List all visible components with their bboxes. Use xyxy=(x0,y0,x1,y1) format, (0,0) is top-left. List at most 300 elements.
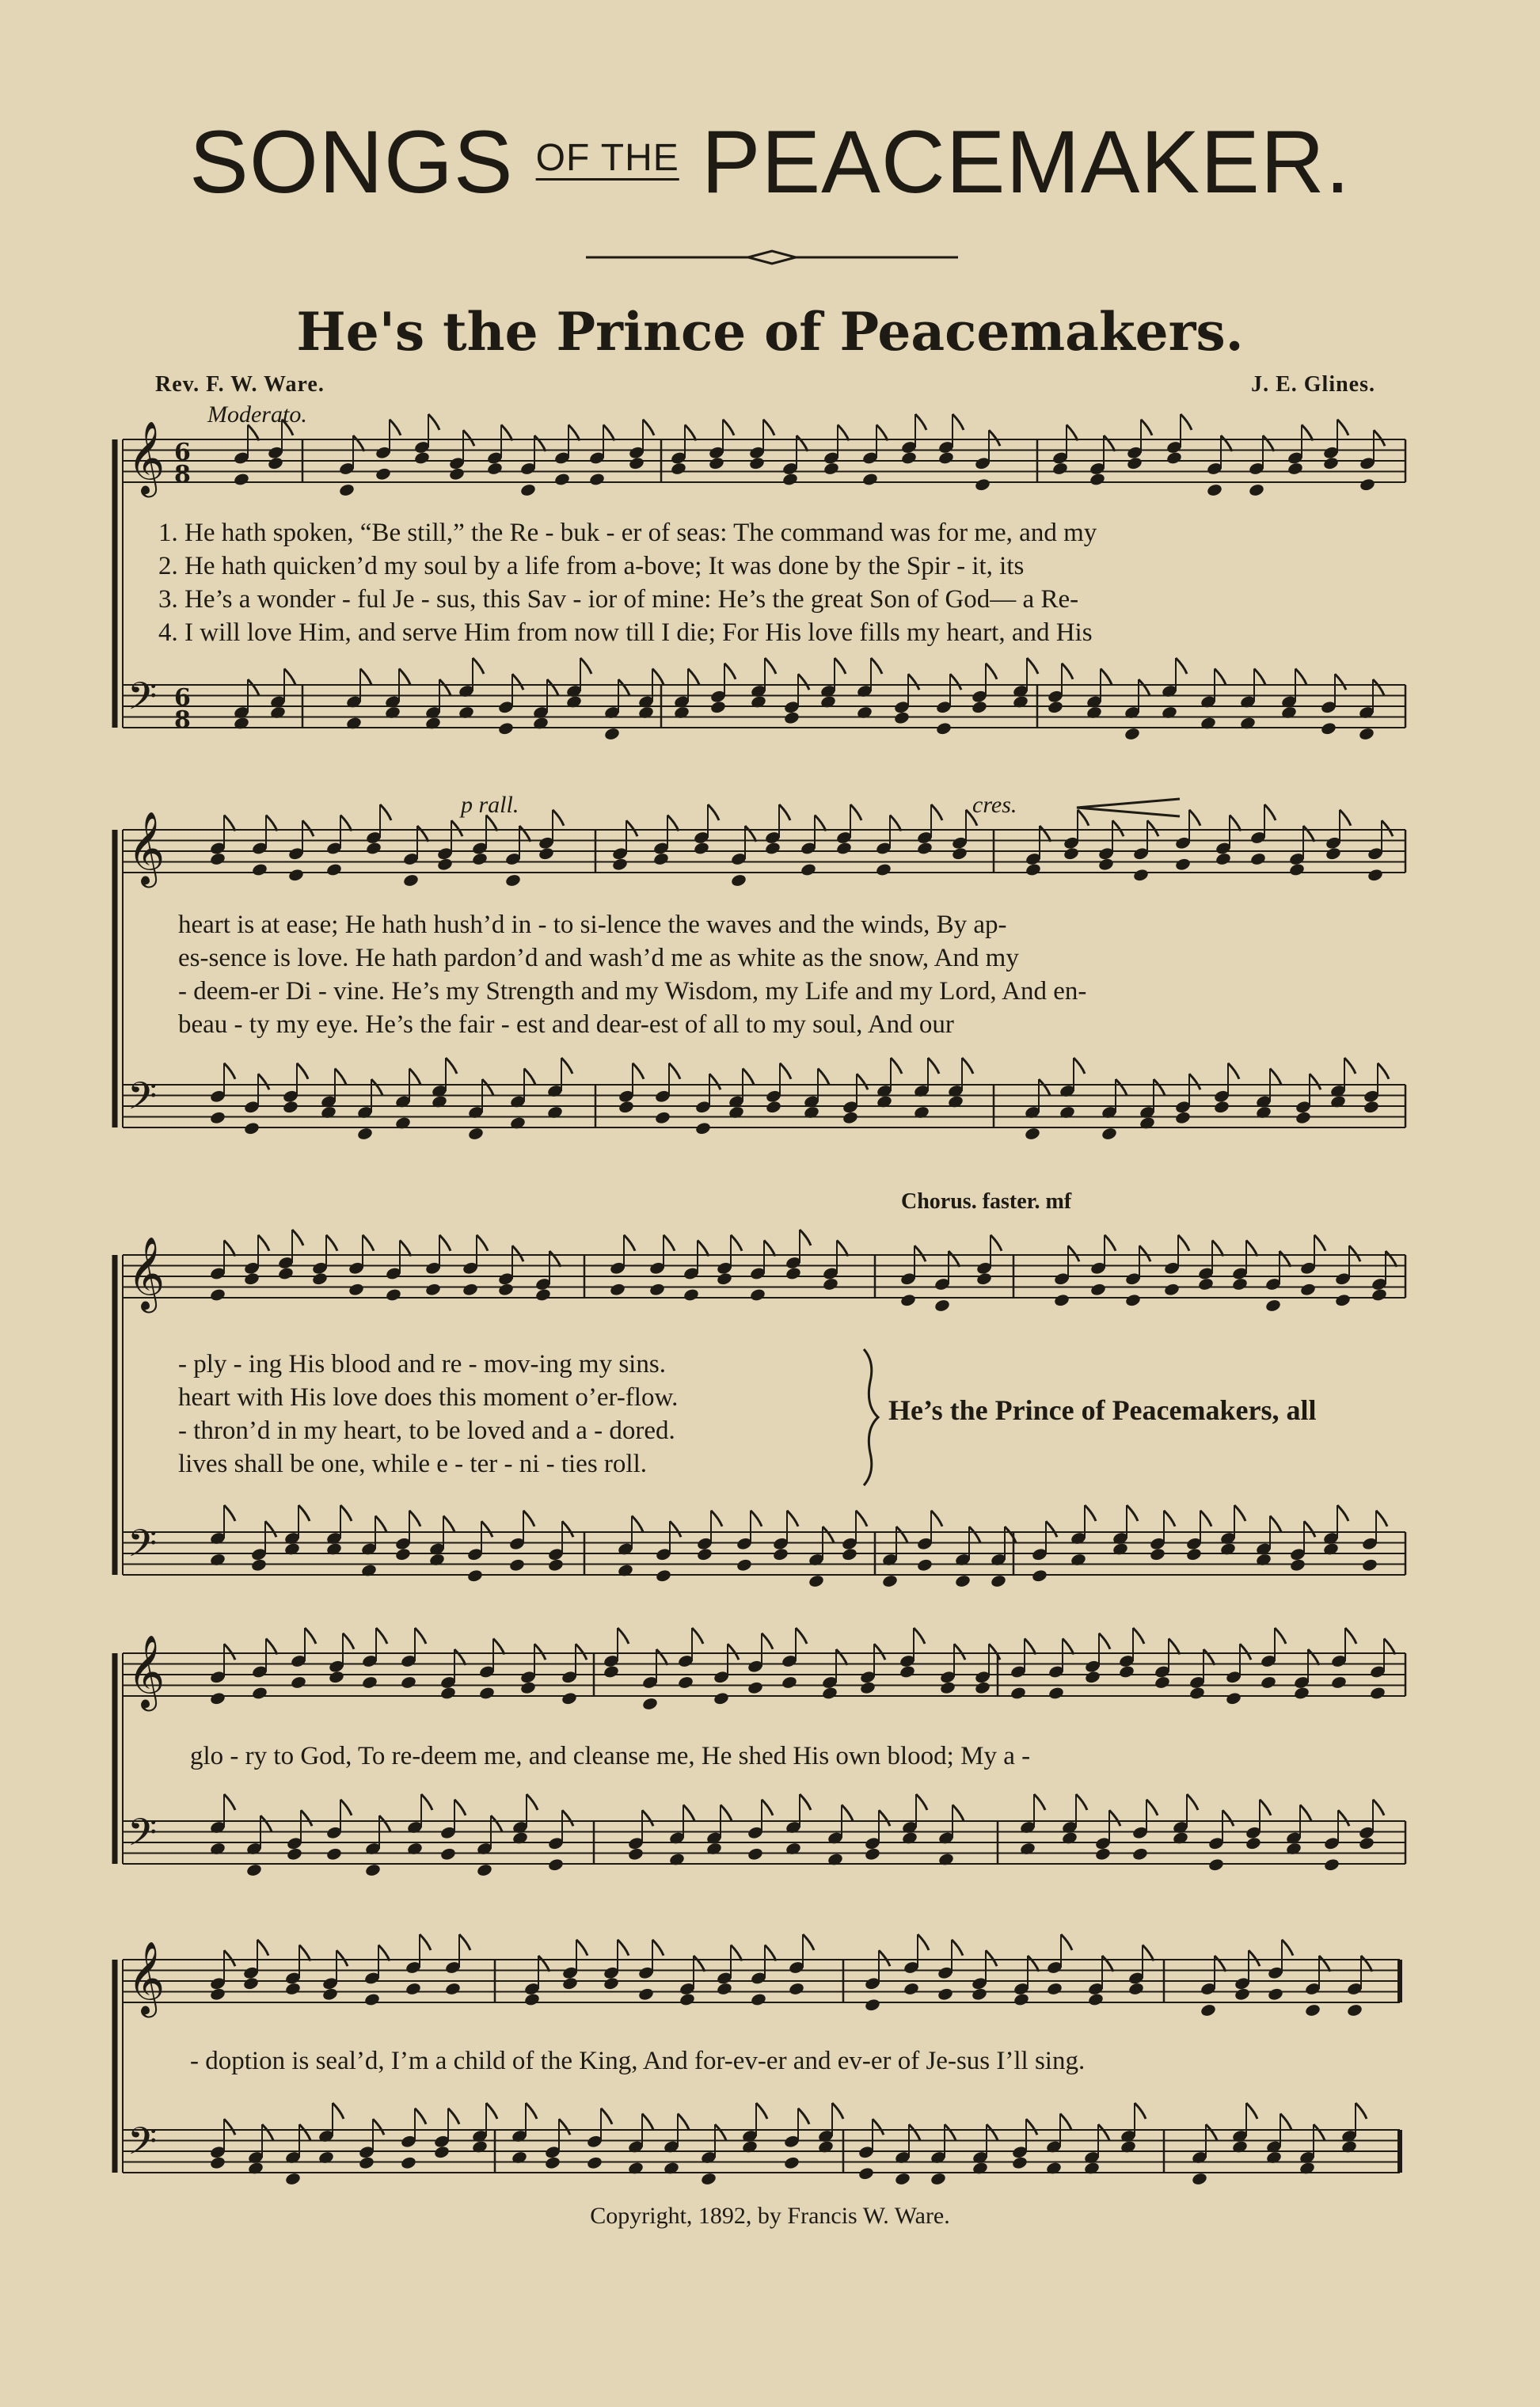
lyric-s2-v4: beau - ty my eye. He’s the fair - est and dear-est of all to my soul, And our xyxy=(178,1010,954,1039)
note-flag xyxy=(780,1063,791,1079)
note-head xyxy=(655,1569,671,1583)
note-head xyxy=(287,868,304,882)
note-flag xyxy=(421,1794,432,1810)
note-flag xyxy=(798,2109,809,2124)
note-flag xyxy=(493,1639,504,1655)
note-flag xyxy=(874,1644,885,1660)
note-flag xyxy=(340,816,352,831)
note-head xyxy=(954,1574,971,1588)
note-flag xyxy=(1303,826,1314,842)
note-head xyxy=(250,1558,267,1572)
note-head xyxy=(609,1283,626,1297)
note-flag xyxy=(1074,1058,1085,1074)
note-flag xyxy=(363,1235,374,1251)
note-flag xyxy=(1282,1940,1293,1956)
note-head xyxy=(1089,1283,1106,1297)
note-flag xyxy=(731,1235,742,1251)
note-head xyxy=(1185,1547,1202,1561)
note-head xyxy=(894,2172,911,2186)
note-flag xyxy=(1034,1794,1045,1810)
note-head xyxy=(628,456,645,470)
note-flag xyxy=(1263,435,1274,451)
note-flag xyxy=(1319,1956,1330,1972)
note-flag xyxy=(1116,1079,1127,1095)
note-head xyxy=(864,1998,880,2012)
note-flag xyxy=(989,430,1000,446)
note-head xyxy=(1299,1283,1316,1297)
note-head xyxy=(930,2172,946,2186)
note-flag xyxy=(989,1644,1000,1660)
note-head xyxy=(243,1272,260,1286)
note-flag xyxy=(796,1628,807,1644)
treble-clef-icon: 𝄞 xyxy=(127,1236,165,1310)
note-flag xyxy=(524,1069,535,1085)
note-flag xyxy=(879,1810,890,1826)
note-flag xyxy=(952,1940,963,1956)
note-flag xyxy=(491,1816,502,1831)
note-head xyxy=(900,451,917,465)
note-flag xyxy=(224,1950,235,1966)
note-flag xyxy=(298,1505,310,1521)
note-head xyxy=(859,1681,876,1695)
note-head xyxy=(1320,721,1337,736)
note-head xyxy=(1025,862,1041,876)
note-flag xyxy=(333,2103,344,2119)
note-head xyxy=(1260,1675,1276,1690)
note-head xyxy=(243,1121,260,1135)
note-flag xyxy=(915,414,926,430)
note-head xyxy=(1206,483,1222,497)
note-flag xyxy=(838,425,849,441)
note-flag xyxy=(1026,2119,1037,2135)
note-head xyxy=(497,1283,514,1297)
note-head xyxy=(1149,1547,1165,1561)
note-head xyxy=(785,1266,801,1280)
note-head xyxy=(267,456,283,470)
note-flag xyxy=(1280,2114,1291,2130)
note-flag xyxy=(326,1235,337,1251)
note-flag xyxy=(1221,435,1232,451)
lyric-s3-v1: - ply - ing His blood and re - mov-ing my sins. xyxy=(178,1350,666,1378)
note-flag xyxy=(1386,1251,1397,1267)
note-head xyxy=(716,1272,732,1286)
note-head xyxy=(1248,483,1264,497)
note-flag xyxy=(1098,2124,1109,2140)
note-head xyxy=(648,1283,665,1297)
note-flag xyxy=(375,1516,386,1532)
lyric-s1-v4: 4. I will love Him, and serve Him from now till I die; For His love fills my heart, and His xyxy=(158,618,1093,647)
note-head xyxy=(654,1111,671,1125)
note-flag xyxy=(626,820,637,836)
note-head xyxy=(693,841,709,855)
note-flag xyxy=(379,1816,390,1831)
time-signature-top: 6 xyxy=(174,684,191,712)
note-flag xyxy=(642,2114,653,2130)
note-head xyxy=(783,2156,800,2170)
note-head xyxy=(1063,846,1079,861)
note-head xyxy=(544,2156,561,2170)
note-flag xyxy=(282,420,293,435)
note-flag xyxy=(762,1800,773,1816)
note-head xyxy=(1165,451,1182,465)
note-flag xyxy=(1384,1639,1395,1655)
lyric-s2-v3: - deem-er Di - vine. He’s my Strength and my Wisdom, my Life and my Lord, And en- xyxy=(178,977,1087,1006)
note-head xyxy=(209,1987,226,2002)
copyright-notice: Copyright, 1892, by Francis W. Ware. xyxy=(590,2203,950,2229)
note-flag xyxy=(415,2109,426,2124)
note-flag xyxy=(891,1058,902,1074)
note-head xyxy=(822,1277,838,1291)
note-flag xyxy=(1102,1956,1113,1972)
note-flag xyxy=(224,1063,235,1079)
note-flag xyxy=(857,1074,868,1089)
note-flag xyxy=(417,826,428,842)
note-flag xyxy=(390,420,401,435)
note-head xyxy=(1031,1569,1048,1583)
note-head xyxy=(519,1681,536,1695)
note-flag xyxy=(1280,1251,1291,1267)
note-head xyxy=(916,1558,933,1572)
note-flag xyxy=(1373,1800,1384,1816)
note-head xyxy=(1089,472,1105,486)
rall-marking: p rall. xyxy=(461,792,519,818)
note-head xyxy=(1084,1670,1101,1684)
note-flag xyxy=(451,820,462,836)
note-head xyxy=(975,1272,992,1286)
note-flag xyxy=(473,658,484,674)
note-head xyxy=(1197,1277,1214,1291)
note-head xyxy=(424,1283,441,1297)
note-head xyxy=(508,1558,525,1572)
note-flag xyxy=(1133,1628,1144,1644)
note-flag xyxy=(302,820,314,836)
note-head xyxy=(765,1100,781,1114)
note-flag xyxy=(818,1069,829,1085)
note-head xyxy=(413,451,430,465)
note-flag xyxy=(224,816,235,831)
note-head xyxy=(209,2156,226,2170)
note-head xyxy=(348,1283,364,1297)
note-flag xyxy=(1304,1521,1315,1537)
note-head xyxy=(328,1670,344,1684)
note-flag xyxy=(1178,1235,1189,1251)
note-head xyxy=(899,1293,916,1307)
note-flag xyxy=(534,435,546,451)
note-flag xyxy=(262,2124,273,2140)
note-flag xyxy=(918,1934,929,1950)
note-flag xyxy=(1349,1245,1360,1261)
note-flag xyxy=(685,425,696,441)
note-head xyxy=(1131,1847,1148,1861)
note-flag xyxy=(1105,1235,1116,1251)
note-flag xyxy=(1340,810,1351,826)
note-flag xyxy=(1039,1079,1050,1095)
note-head xyxy=(1011,2156,1028,2170)
note-flag xyxy=(1300,1805,1311,1821)
note-flag xyxy=(1310,1074,1321,1089)
note-flag xyxy=(526,2103,537,2119)
note-head xyxy=(841,1547,857,1561)
treble-clef-icon: 𝄞 xyxy=(127,1634,165,1708)
note-head xyxy=(325,862,342,876)
note-head xyxy=(749,1287,766,1302)
note-head xyxy=(277,1266,294,1280)
note-flag xyxy=(439,679,451,695)
note-head xyxy=(1213,1100,1230,1114)
note-flag xyxy=(486,2103,497,2119)
note-head xyxy=(641,1697,658,1711)
note-flag xyxy=(576,1940,587,1956)
note-head xyxy=(1154,1675,1170,1690)
note-flag xyxy=(340,1800,352,1816)
note-flag xyxy=(896,1527,907,1542)
note-head xyxy=(618,1100,634,1114)
book-title-right: PEACEMAKER. xyxy=(701,112,1351,211)
note-head xyxy=(603,727,620,741)
note-flag xyxy=(527,1794,538,1810)
note-flag xyxy=(568,425,580,441)
note-flag xyxy=(538,1956,549,1972)
note-flag xyxy=(409,1069,420,1085)
note-flag xyxy=(1314,1235,1325,1251)
note-flag xyxy=(601,2109,612,2124)
treble-clef-icon: 𝄞 xyxy=(127,1941,165,2014)
note-flag xyxy=(787,1511,798,1527)
note-head xyxy=(361,1675,378,1690)
note-flag xyxy=(523,1511,534,1527)
note-flag xyxy=(837,1241,848,1257)
note-flag xyxy=(576,1644,587,1660)
note-flag xyxy=(297,1063,308,1079)
note-flag xyxy=(399,669,410,685)
note-head xyxy=(547,1558,564,1572)
note-head xyxy=(553,472,570,486)
note-head xyxy=(800,862,816,876)
note-head xyxy=(586,2156,603,2170)
note-flag xyxy=(443,1516,454,1532)
note-head xyxy=(1010,1686,1026,1700)
note-head xyxy=(748,456,765,470)
note-head xyxy=(466,1569,483,1583)
note-flag xyxy=(856,1511,867,1527)
note-flag xyxy=(373,2119,384,2135)
note-flag xyxy=(1104,435,1115,451)
note-head xyxy=(1124,727,1140,741)
note-head xyxy=(1346,2003,1363,2017)
note-head xyxy=(448,467,465,481)
note-head xyxy=(358,2156,375,2170)
note-flag xyxy=(248,425,259,441)
note-head xyxy=(1231,1277,1248,1291)
note-head xyxy=(1188,1686,1205,1700)
note-flag xyxy=(1206,2124,1217,2140)
note-flag xyxy=(953,1805,964,1821)
note-flag xyxy=(916,1794,927,1810)
note-head xyxy=(611,857,628,872)
note-flag xyxy=(928,1058,939,1074)
note-head xyxy=(284,2172,301,2186)
note-flag xyxy=(512,1245,523,1261)
note-flag xyxy=(1215,1956,1226,1972)
note-flag xyxy=(335,1069,346,1085)
note-head xyxy=(781,472,798,486)
note-flag xyxy=(1382,820,1393,836)
note-flag xyxy=(353,435,364,451)
note-flag xyxy=(1076,1794,1087,1810)
note-head xyxy=(1287,462,1303,476)
note-head xyxy=(750,1992,766,2006)
note-flag xyxy=(248,679,259,695)
note-flag xyxy=(1378,1063,1389,1079)
note-head xyxy=(1267,1987,1283,2002)
note-flag xyxy=(724,664,736,679)
note-head xyxy=(747,1847,763,1861)
note-head xyxy=(971,1987,987,2002)
note-flag xyxy=(301,1810,312,1826)
lyric-s1-v3: 3. He’s a wonder - ful Je - sus, this Sav - ior of mine: He’s the great Son of God— a Re- xyxy=(158,585,1079,614)
note-flag xyxy=(549,1251,561,1267)
note-flag xyxy=(1164,1511,1175,1527)
note-head xyxy=(1325,846,1341,861)
note-flag xyxy=(756,2103,767,2119)
note-head xyxy=(939,1681,956,1695)
note-flag xyxy=(1040,826,1051,842)
note-head xyxy=(1289,1558,1306,1572)
note-flag xyxy=(1139,1245,1150,1261)
note-flag xyxy=(258,1235,269,1251)
note-head xyxy=(1132,868,1149,882)
note-flag xyxy=(779,804,790,820)
note-flag xyxy=(1234,1505,1245,1521)
note-flag xyxy=(618,1628,629,1644)
note-flag xyxy=(624,1235,635,1251)
note-flag xyxy=(1215,669,1226,685)
note-flag xyxy=(266,816,277,831)
note-flag xyxy=(667,816,679,831)
note-flag xyxy=(797,435,808,451)
note-head xyxy=(1207,1858,1224,1872)
note-head xyxy=(363,1992,380,2006)
note-head xyxy=(1053,1293,1070,1307)
note-head xyxy=(1249,852,1266,866)
note-flag xyxy=(547,679,558,695)
lyric-s3-v4: lives shall be one, while e - ter - ni - ties roll. xyxy=(178,1450,648,1478)
note-head xyxy=(402,873,419,888)
lyric-s1-v2: 2. He hath quicken’d my soul by a life from a-bove; It was done by the Spir - it, its xyxy=(158,552,1025,580)
note-flag xyxy=(945,2124,956,2140)
note-head xyxy=(523,1992,540,2006)
note-head xyxy=(821,1686,838,1700)
note-head xyxy=(1191,2172,1207,2186)
note-head xyxy=(1163,1283,1180,1297)
note-flag xyxy=(850,804,861,820)
note-flag xyxy=(1230,816,1241,831)
note-flag xyxy=(723,420,734,435)
note-flag xyxy=(909,2124,920,2140)
note-head xyxy=(916,841,933,855)
note-flag xyxy=(721,1805,732,1821)
note-flag xyxy=(931,804,942,820)
note-head xyxy=(864,1847,880,1861)
note-flag xyxy=(688,669,699,685)
note-flag xyxy=(512,674,523,690)
note-head xyxy=(385,1287,401,1302)
note-flag xyxy=(1139,679,1150,695)
note-flag xyxy=(618,679,629,695)
note-flag xyxy=(380,804,391,820)
note-flag xyxy=(800,1230,811,1245)
note-flag xyxy=(340,1505,352,1521)
note-flag xyxy=(534,1644,546,1660)
note-head xyxy=(627,1847,644,1861)
note-head xyxy=(1322,456,1339,470)
note-flag xyxy=(371,1079,382,1095)
note-flag xyxy=(603,425,614,441)
note-flag xyxy=(1356,2103,1367,2119)
note-head xyxy=(1245,1836,1261,1850)
note-head xyxy=(899,1664,915,1679)
note-flag xyxy=(711,1511,722,1527)
note-head xyxy=(1200,2003,1216,2017)
note-head xyxy=(736,1558,752,1572)
note-head xyxy=(700,2172,717,2186)
note-flag xyxy=(415,1628,426,1644)
note-head xyxy=(375,467,391,481)
note-head xyxy=(788,1982,804,1996)
note-head xyxy=(439,1686,456,1700)
note-head xyxy=(209,852,226,866)
note-flag xyxy=(299,2124,310,2140)
note-flag xyxy=(224,1644,235,1660)
note-head xyxy=(242,1976,259,1991)
note-head xyxy=(1174,1111,1191,1125)
note-flag xyxy=(954,1644,965,1660)
note-flag xyxy=(763,420,774,435)
note-flag xyxy=(764,1241,775,1257)
note-head xyxy=(400,1675,416,1690)
note-flag xyxy=(1376,1511,1387,1527)
note-head xyxy=(764,841,781,855)
note-flag xyxy=(1264,804,1276,820)
note-flag xyxy=(1203,1649,1215,1665)
note-head xyxy=(538,846,554,861)
chorus-lyric: He’s the Prince of Peacemakers, all xyxy=(888,1394,1317,1426)
note-head xyxy=(709,700,726,714)
note-flag xyxy=(618,1940,629,1956)
note-head xyxy=(1225,1691,1242,1705)
note-head xyxy=(603,1976,619,1991)
note-flag xyxy=(1127,1505,1138,1521)
note-head xyxy=(1361,1558,1378,1572)
note-flag xyxy=(669,1063,680,1079)
note-head xyxy=(365,841,382,855)
note-head xyxy=(716,1982,732,1996)
note-head xyxy=(971,700,987,714)
note-flag xyxy=(800,1794,811,1810)
note-flag xyxy=(224,1241,235,1257)
note-head xyxy=(338,483,355,497)
chorus-marking: Chorus. faster. mf xyxy=(901,1189,1072,1214)
note-flag xyxy=(1025,1639,1036,1655)
note-flag xyxy=(1335,674,1346,690)
note-flag xyxy=(842,1805,853,1821)
note-head xyxy=(1234,1987,1250,2002)
note-flag xyxy=(486,816,497,831)
bass-clef-icon: 𝄢 xyxy=(127,2119,158,2173)
note-flag xyxy=(376,1628,387,1644)
lyric-s5: - doption is seal’d, I’m a child of the King, And for-ev-er and ev-er of Je-sus I’ll sing. xyxy=(190,2047,1086,2075)
note-head xyxy=(1304,2003,1321,2017)
